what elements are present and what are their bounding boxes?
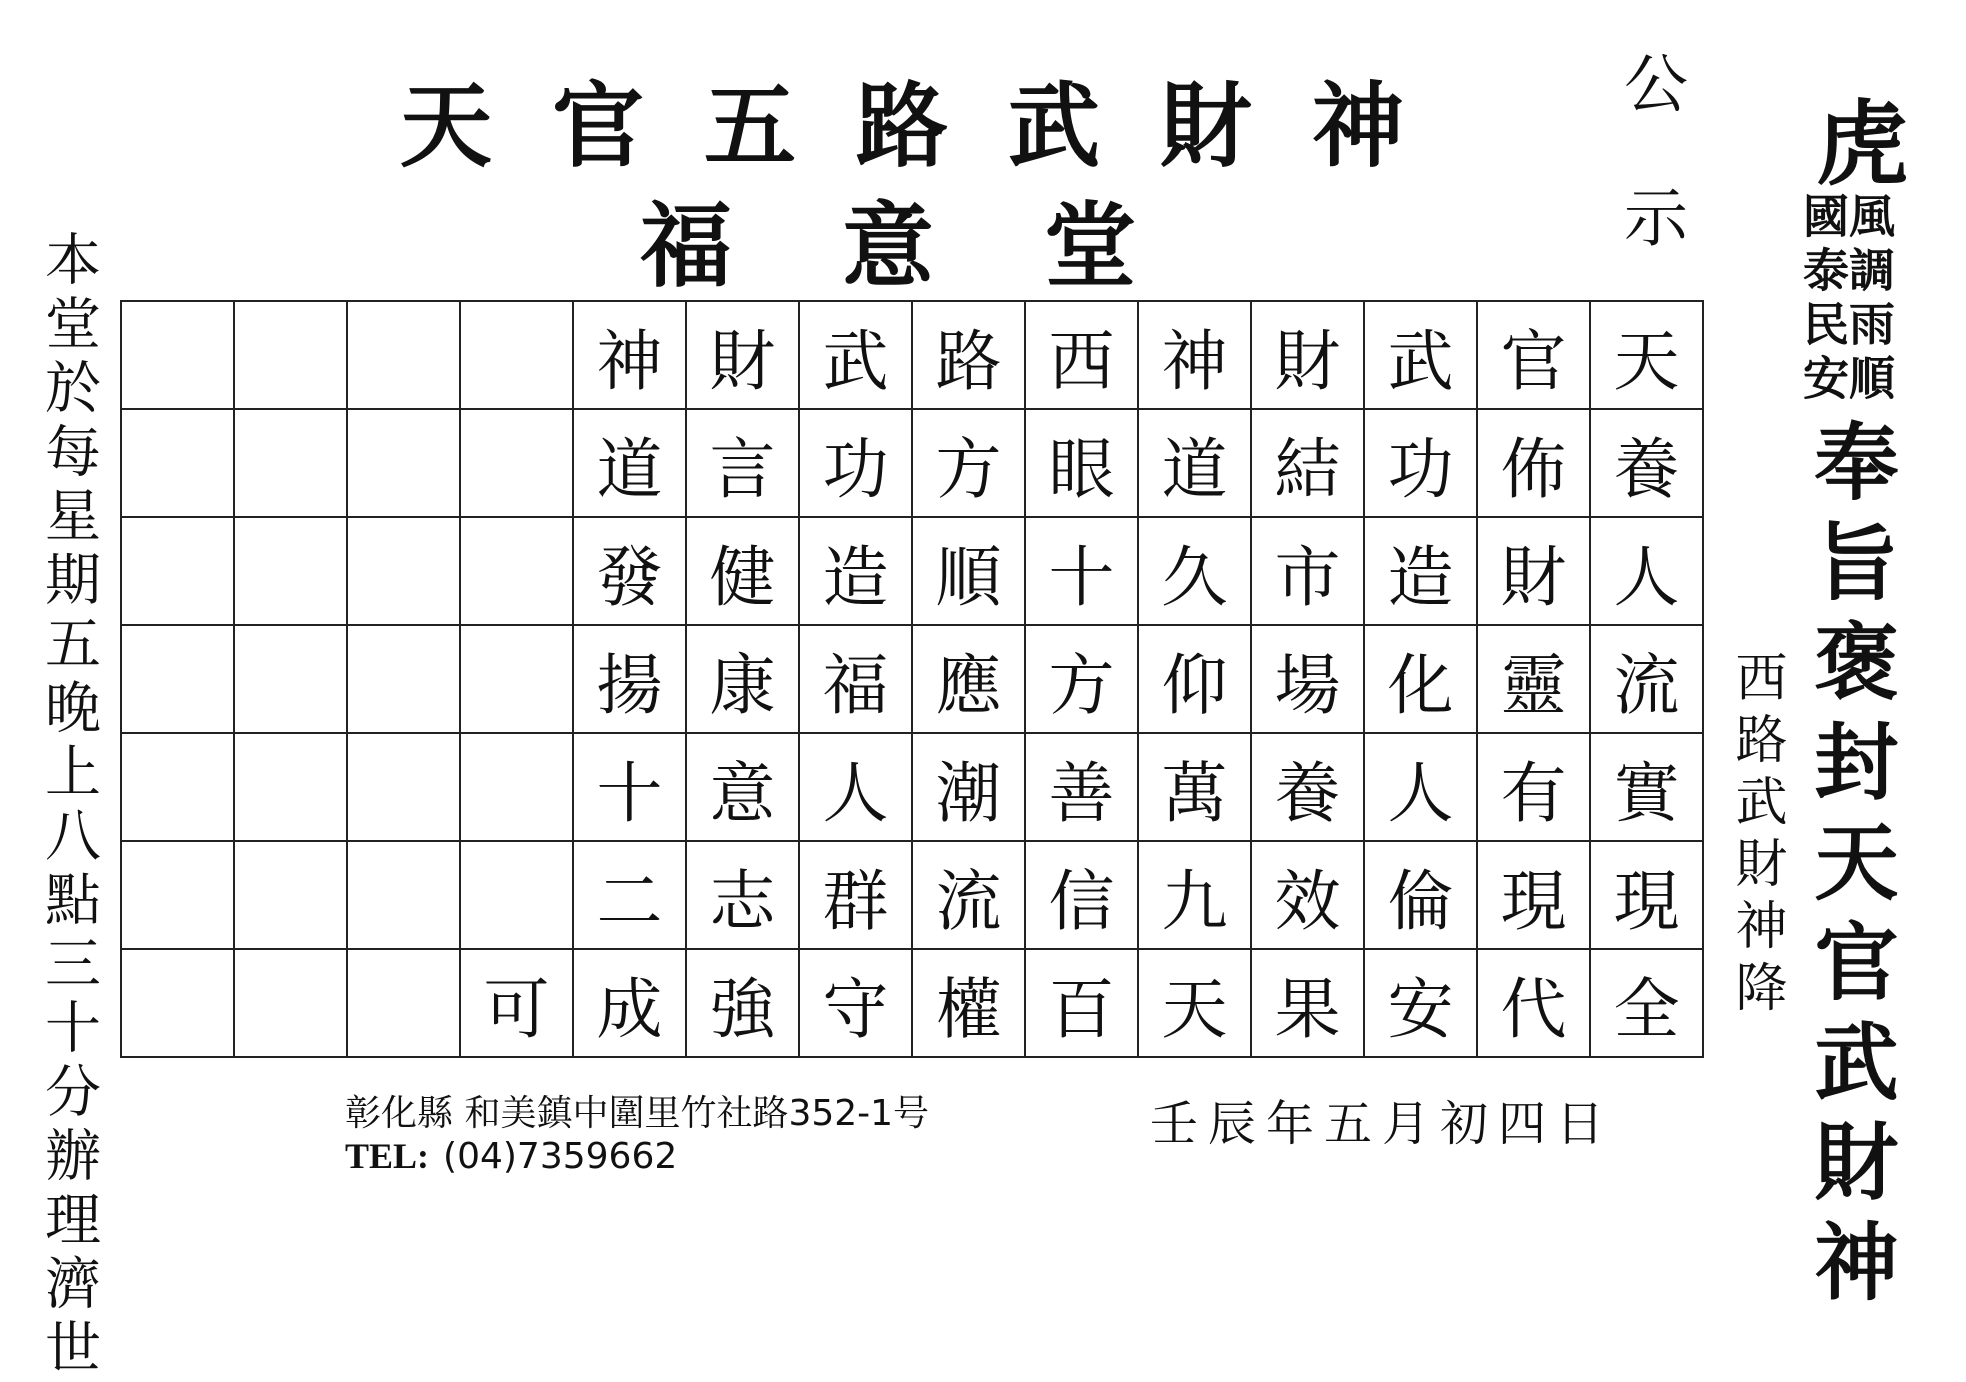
blessing-line-1: 風調雨順 [1842,192,1896,408]
grid-cell [347,949,460,1057]
grid-row [121,949,1703,1057]
grid-cell: 財 [1251,301,1364,409]
grid-cell [121,409,234,517]
grid-cell: 人 [1364,733,1477,841]
blessing-line-2: 國泰民安 [1796,192,1850,408]
service-schedule-note: 本堂於每星期五晚上八點三十分辦理濟世 [36,230,101,1382]
grid-cell [347,517,460,625]
grid-cell: 神 [1138,301,1251,409]
grid-cell [460,625,573,733]
grid-cell [121,517,234,625]
top-character: 虎 [1801,95,1908,187]
grid-cell: 場 [1251,625,1364,733]
grid-cell: 功 [1364,409,1477,517]
grid-cell: 養 [1590,409,1703,517]
grid-cell: 揚 [573,625,686,733]
grid-cell: 十 [1025,517,1138,625]
grid-cell [460,517,573,625]
grid-cell: 財 [1477,517,1590,625]
grid-row [121,301,1703,409]
grid-cell: 意 [686,733,799,841]
grid-cell: 發 [573,517,686,625]
grid-cell: 流 [912,841,1025,949]
grid-cell: 成 [573,949,686,1057]
grid-cell: 志 [686,841,799,949]
grid-cell [460,409,573,517]
grid-cell [347,625,460,733]
telephone-row [345,1135,677,1177]
grid-cell: 現 [1477,841,1590,949]
grid-cell: 天 [1138,949,1251,1057]
grid-cell: 有 [1477,733,1590,841]
grid-cell: 久 [1138,517,1251,625]
grid-cell: 福 [799,625,912,733]
grid-cell: 路 [912,301,1025,409]
grid-cell [121,949,234,1057]
grid-cell: 道 [1138,409,1251,517]
grid-cell [460,841,573,949]
grid-cell: 人 [1590,517,1703,625]
grid-cell: 群 [799,841,912,949]
grid-cell: 造 [1364,517,1477,625]
grid-cell: 權 [912,949,1025,1057]
grid-cell: 功 [799,409,912,517]
grid-row [121,733,1703,841]
grid-cell [234,517,347,625]
grid-cell: 萬 [1138,733,1251,841]
grid-cell: 靈 [1477,625,1590,733]
grid-cell [460,733,573,841]
grid-cell: 安 [1364,949,1477,1057]
grid-cell: 道 [573,409,686,517]
grid-cell: 善 [1025,733,1138,841]
grid-cell: 信 [1025,841,1138,949]
grid-cell: 九 [1138,841,1251,949]
grid-row [121,625,1703,733]
grid-cell [121,841,234,949]
grid-cell [347,409,460,517]
grid-cell [460,301,573,409]
tel-label: TEL: [345,1136,430,1176]
grid-cell: 倫 [1364,841,1477,949]
grid-cell: 效 [1251,841,1364,949]
grid-cell [234,733,347,841]
grid-row [121,409,1703,517]
grid-cell: 神 [573,301,686,409]
grid-cell: 結 [1251,409,1364,517]
grid-cell: 應 [912,625,1025,733]
grid-cell: 十 [573,733,686,841]
grid-cell: 造 [799,517,912,625]
grid-cell: 潮 [912,733,1025,841]
blessing-lines [1796,192,1896,412]
grid-cell: 西 [1025,301,1138,409]
grid-cell: 化 [1364,625,1477,733]
grid-cell: 現 [1590,841,1703,949]
grid-cell [347,301,460,409]
issue-date: 壬辰年五月初四日 [1150,1096,1615,1152]
grid-cell [121,301,234,409]
grid-cell: 人 [799,733,912,841]
grid-cell: 天 [1590,301,1703,409]
grid-cell: 守 [799,949,912,1057]
grid-cell: 順 [912,517,1025,625]
deity-signature: 西路武財神降 [1726,650,1786,1022]
grid-cell [347,733,460,841]
grid-cell: 代 [1477,949,1590,1057]
grid-cell: 眼 [1025,409,1138,517]
grid-cell [234,301,347,409]
grid-row [121,517,1703,625]
grid-cell [121,625,234,733]
notice-heading: 公示 [1613,50,1687,318]
grid-cell: 市 [1251,517,1364,625]
grid-cell: 實 [1590,733,1703,841]
grid-cell: 言 [686,409,799,517]
grid-cell: 武 [1364,301,1477,409]
grid-cell: 康 [686,625,799,733]
grid-cell: 健 [686,517,799,625]
tel-number: (04)7359662 [443,1136,678,1177]
page-title: 天官五路武財神 [400,72,1465,180]
main-decree: 奉旨褒封天官武財神 [1801,418,1899,1318]
grid-cell: 方 [912,409,1025,517]
grid-cell [234,949,347,1057]
grid-cell: 強 [686,949,799,1057]
grid-cell [347,841,460,949]
grid-cell: 官 [1477,301,1590,409]
grid-cell: 財 [686,301,799,409]
grid-cell: 全 [1590,949,1703,1057]
grid-cell [234,409,347,517]
grid-cell [121,733,234,841]
grid-cell: 方 [1025,625,1138,733]
page-subtitle: 福意堂 [640,192,1247,300]
grid-cell: 二 [573,841,686,949]
grid-cell: 果 [1251,949,1364,1057]
grid-cell: 百 [1025,949,1138,1057]
grid-cell: 仰 [1138,625,1251,733]
grid-cell: 佈 [1477,409,1590,517]
grid-cell: 流 [1590,625,1703,733]
grid-cell [234,841,347,949]
grid-cell [234,625,347,733]
grid-cell: 武 [799,301,912,409]
grid-cell: 可 [460,949,573,1057]
poem-grid [120,300,1704,1058]
grid-row [121,841,1703,949]
grid-cell: 養 [1251,733,1364,841]
address: 彰化縣 和美鎮中圍里竹社路352-1号 [345,1093,930,1134]
